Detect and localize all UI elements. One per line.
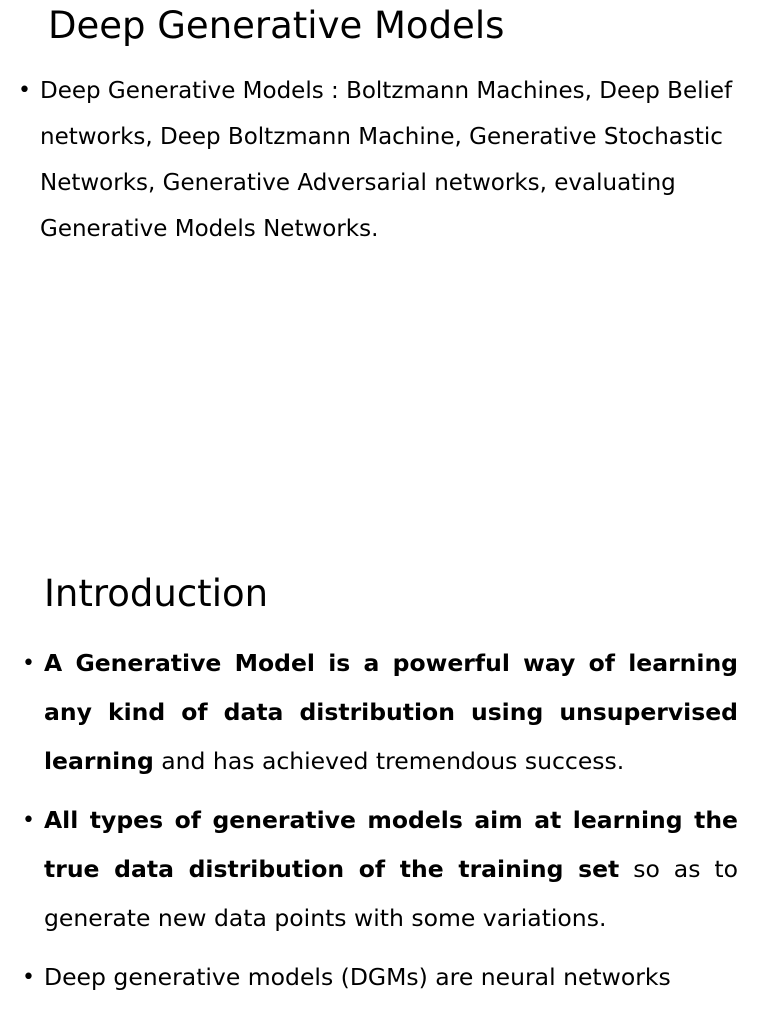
bullet-item <box>22 639 738 786</box>
bullet-icon: • <box>22 808 35 833</box>
slide-title: Deep Generative Models <box>48 4 505 47</box>
bullet-text-normal: so as to generate new data points with some variations. <box>44 855 738 932</box>
bullet-text-normal: Deep generative models (DGMs) are neural networks <box>44 963 671 991</box>
bullet-text-bold: All types of generative models aim at learning the true data distribution of the training set <box>44 806 738 883</box>
bullet-icon: • <box>22 965 35 990</box>
bullet-text-bold: A Generative Model is a powerful way of learning any kind of data distribution using unsupervised learning <box>44 649 738 775</box>
bullet-text: Deep Generative Models : Boltzmann Machines, Deep Belief networks, Deep Boltzmann Machine, Generative Stochastic Networks, Generative Adversarial networks, evaluating Generative Models Networks. <box>40 78 733 242</box>
slide-introduction <box>0 560 768 1024</box>
bullet-text <box>44 639 738 786</box>
bullet-item <box>18 68 748 252</box>
bullet-item <box>22 796 738 943</box>
bullet-list <box>22 639 738 1012</box>
slide-title: Introduction <box>44 572 269 615</box>
bullet-icon: • <box>18 78 31 103</box>
bullet-icon: • <box>22 651 35 676</box>
bullet-text <box>44 796 738 943</box>
bullet-item <box>22 953 738 1002</box>
bullet-text-normal: and has achieved tremendous success. <box>153 747 625 775</box>
bullet-text <box>44 953 738 1002</box>
bullet-list <box>18 68 748 252</box>
